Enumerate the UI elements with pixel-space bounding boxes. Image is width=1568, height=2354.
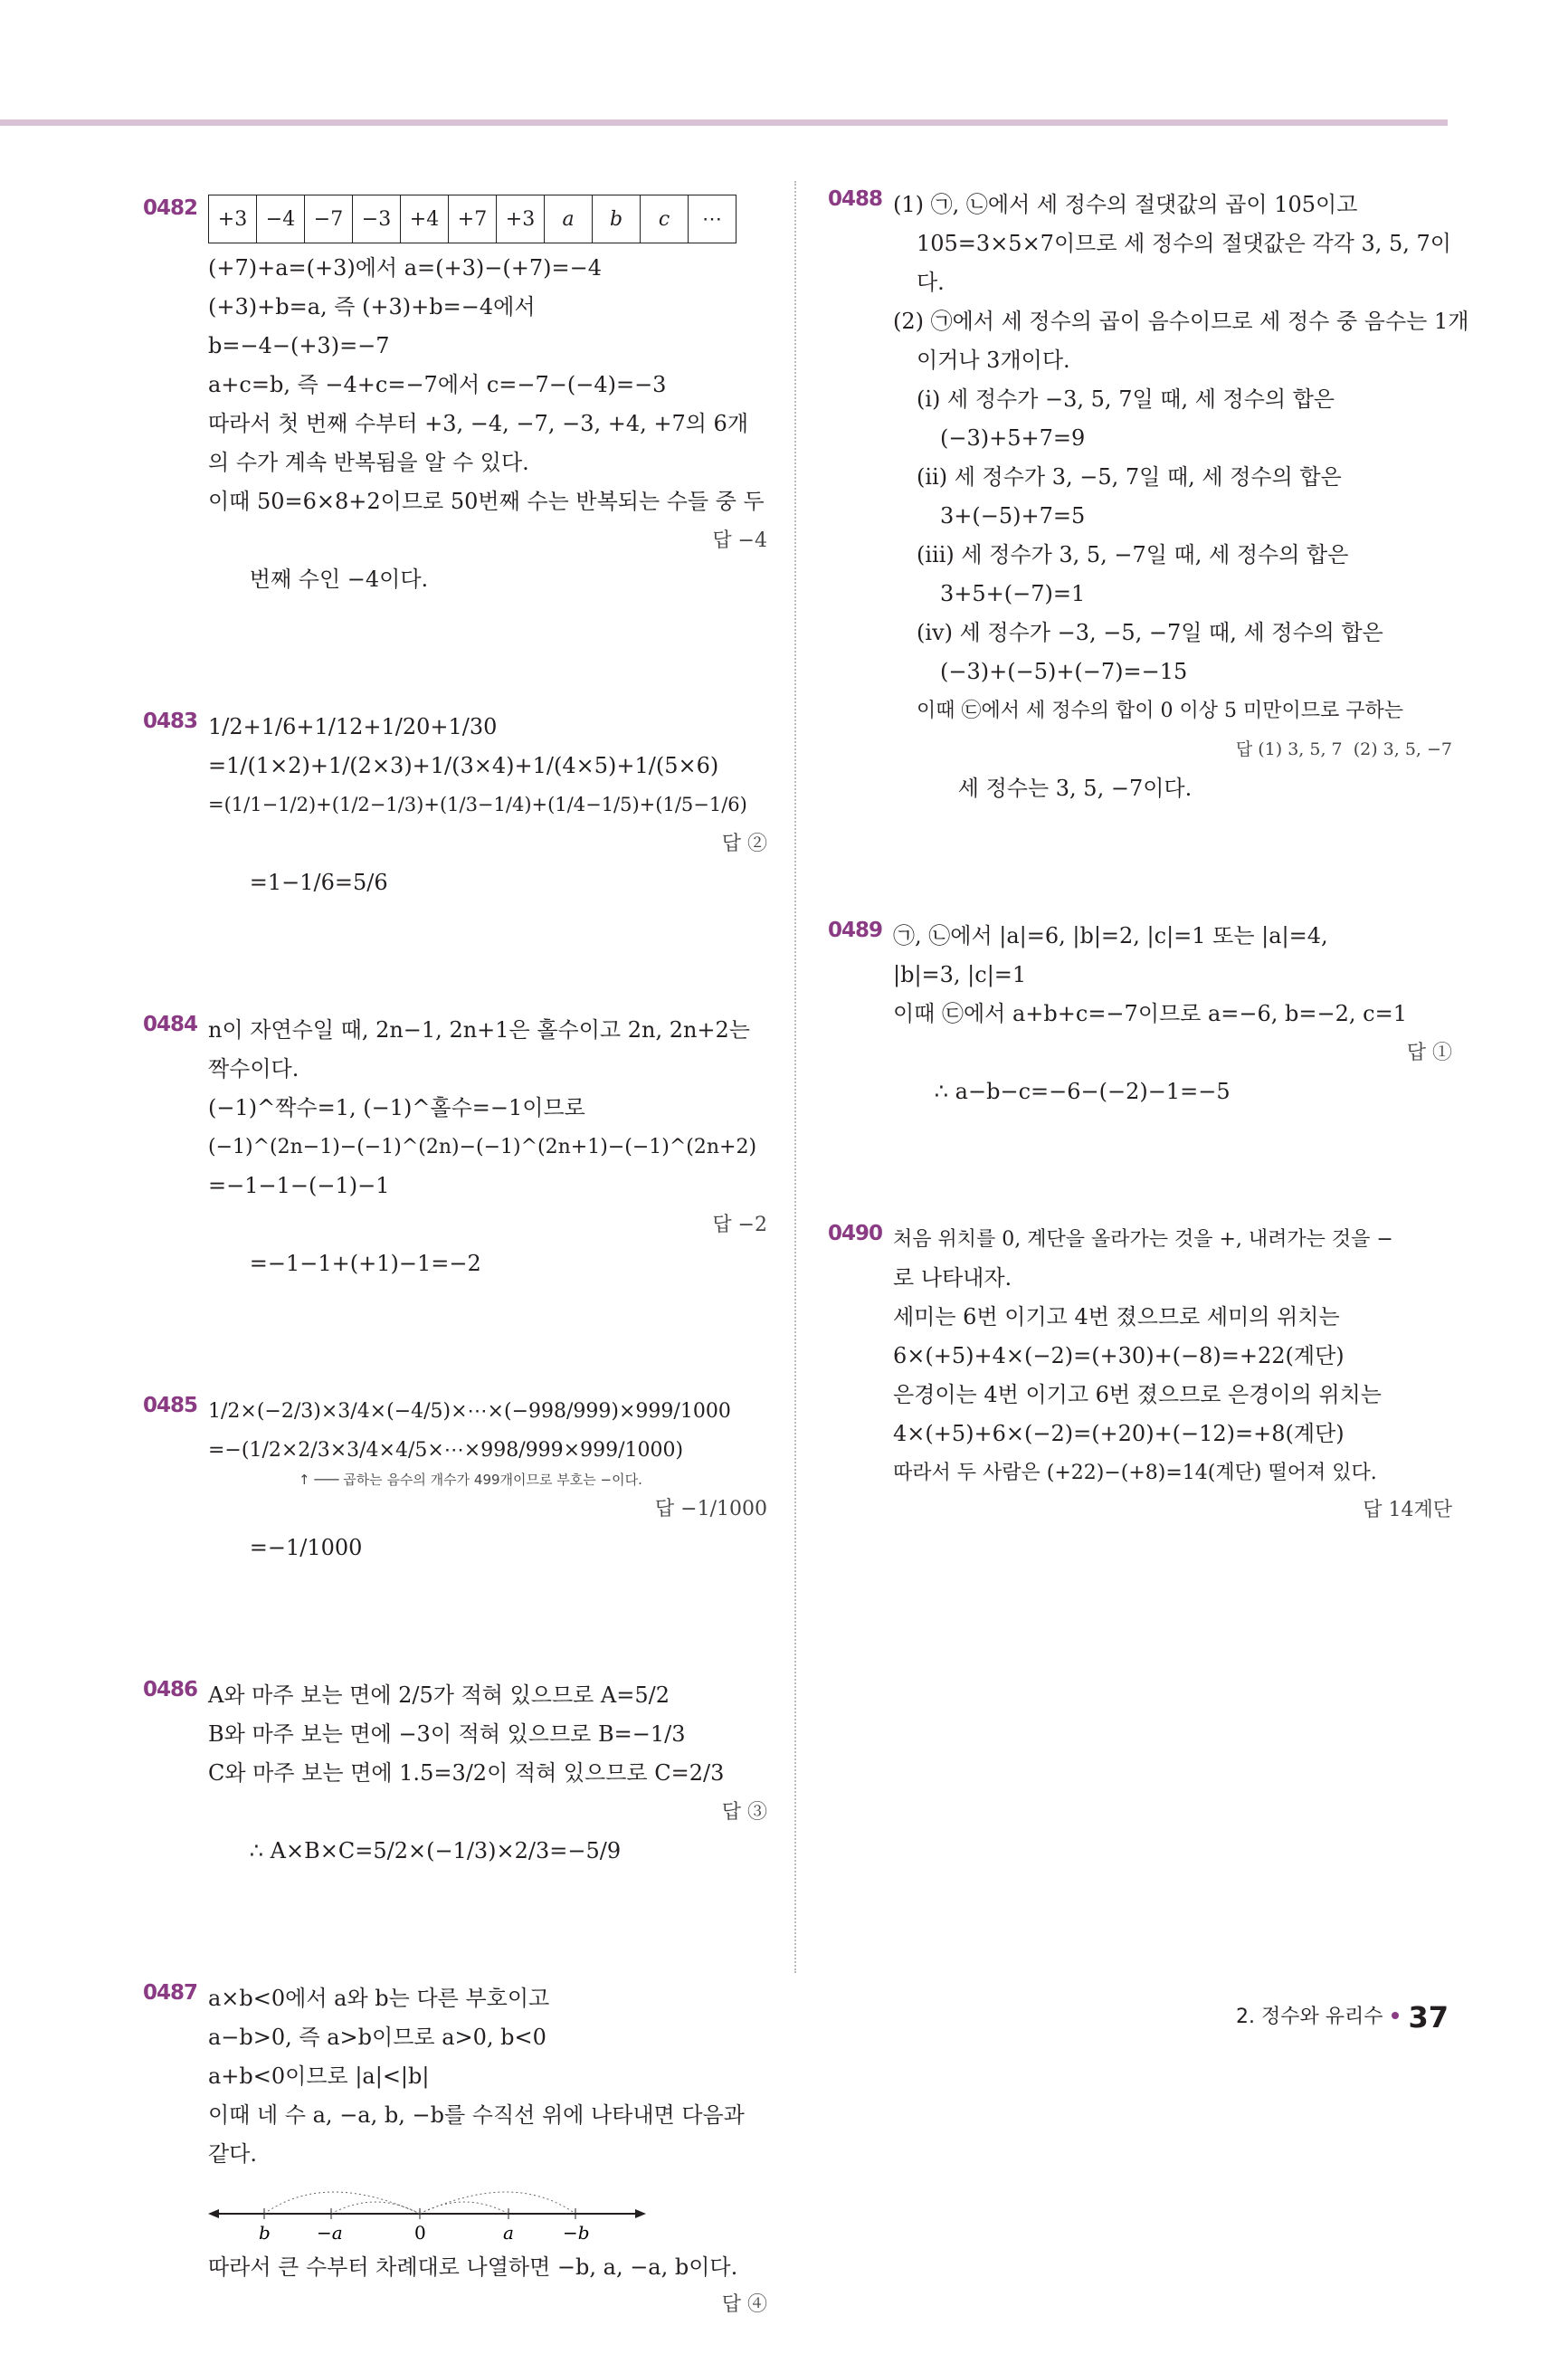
solution-line bbox=[208, 1490, 767, 1645]
solution-line: C와 마주 보는 면에 1.5=3/2이 적혀 있으므로 C=2/3 bbox=[208, 1760, 725, 1786]
solution-line: 다. bbox=[917, 270, 945, 295]
solution-line: 짝수이다. bbox=[208, 1056, 299, 1082]
sequence-cell: +7 bbox=[449, 195, 497, 243]
arrow-left-icon bbox=[208, 2209, 219, 2218]
axis-label: a bbox=[503, 2222, 514, 2244]
problem-number: 0488 bbox=[828, 187, 883, 211]
solution-line: 6×(+5)+4×(−2)=(+30)+(−8)=+22(계단) bbox=[893, 1343, 1345, 1368]
solution-line: (+3)+b=a, 즉 (+3)+b=−4에서 bbox=[208, 294, 536, 319]
solution-line: 3+(−5)+7=5 bbox=[940, 503, 1086, 529]
solution-line: 이때 ㉢에서 a+b+c=−7이므로 a=−6, b=−2, c=1 bbox=[893, 1001, 1407, 1026]
problem-number: 0482 bbox=[143, 196, 198, 220]
solution-line: =−(1/2×2/3×3/4×4/5×⋯×998/999×999/1000) bbox=[208, 1439, 684, 1462]
solution-line: 이거나 3개이다. bbox=[917, 348, 1070, 373]
solution-line: 105=3×5×7이므로 세 정수의 절댓값은 각각 3, 5, 7이 bbox=[917, 231, 1451, 256]
solution-line: 1/2×(−2/3)×3/4×(−4/5)×⋯×(−998/999)×999/1000 bbox=[208, 1400, 731, 1423]
solution-line: (−1)^짝수=1, (−1)^홀수=−1이므로 bbox=[208, 1095, 585, 1120]
solution-line: 4×(+5)+6×(−2)=(+20)+(−12)=+8(계단) bbox=[893, 1421, 1345, 1446]
solution-line: (ⅲ) 세 정수가 3, 5, −7일 때, 세 정수의 합은 bbox=[917, 542, 1349, 567]
answer-label: 답 −2 bbox=[712, 1214, 767, 1236]
sequence-cell: a bbox=[545, 195, 593, 243]
solution-line: |b|=3, |c|=1 bbox=[893, 962, 1027, 987]
bullet-dot-icon bbox=[1392, 2012, 1399, 2019]
distance-arc bbox=[264, 2192, 420, 2214]
solution-line bbox=[208, 1206, 767, 1361]
solution-text: 세 정수는 3, 5, −7이다. bbox=[957, 776, 1193, 801]
solution-line: 같다. bbox=[208, 2141, 257, 2167]
distance-arc bbox=[420, 2192, 575, 2214]
solution-line: (−3)+5+7=9 bbox=[940, 425, 1086, 451]
solution-line: 1/2+1/6+1/12+1/20+1/30 bbox=[208, 714, 498, 739]
solution-line: ㉠, ㉡에서 |a|=6, |b|=2, |c|=1 또는 |a|=4, bbox=[893, 923, 1328, 948]
sequence-cell: +3 bbox=[209, 195, 257, 243]
solution-line: (−1)^(2n−1)−(−1)^(2n)−(−1)^(2n+1)−(−1)^(2n+2) bbox=[208, 1136, 757, 1158]
solution-line: a×b<0에서 a와 b는 다른 부호이고 bbox=[208, 1986, 550, 2011]
problem-0484 bbox=[143, 1011, 767, 1361]
page-number: 37 bbox=[1408, 2000, 1449, 2035]
solution-line: n이 자연수일 때, 2n−1, 2n+1은 홀수이고 2n, 2n+2는 bbox=[208, 1017, 750, 1043]
axis-label: −a bbox=[317, 2222, 343, 2244]
solution-line: B와 마주 보는 면에 −3이 적혀 있으므로 B=−1/3 bbox=[208, 1721, 686, 1747]
problem-0486 bbox=[143, 1676, 767, 1949]
answer-label: 답 14계단 bbox=[1363, 1499, 1452, 1521]
solution-text: ∴ a−b−c=−6−(−2)−1=−5 bbox=[934, 1079, 1231, 1104]
column-divider bbox=[794, 181, 796, 1973]
problem-0487 bbox=[143, 1979, 767, 2323]
solution-text: 번째 수인 −4이다. bbox=[249, 567, 429, 592]
number-line-diagram bbox=[208, 2174, 660, 2244]
answer-label: 답 (1) 3, 5, 7 (2) 3, 5, −7 bbox=[1235, 739, 1452, 759]
solution-line: (ⅱ) 세 정수가 3, −5, 7일 때, 세 정수의 합은 bbox=[917, 464, 1342, 490]
solution-line bbox=[208, 824, 767, 980]
solution-line: 이때 네 수 a, −a, b, −b를 수직선 위에 나타내면 다음과 bbox=[208, 2102, 745, 2128]
solution-line: =−1−1−(−1)−1 bbox=[208, 1173, 390, 1198]
answer-label: 답 ② bbox=[721, 833, 767, 855]
problem-0488 bbox=[828, 186, 1469, 886]
problem-number: 0485 bbox=[143, 1394, 198, 1417]
solution-line: a−b>0, 즉 a>b이므로 a>0, b<0 bbox=[208, 2025, 546, 2050]
solution-line: (+7)+a=(+3)에서 a=(+3)−(+7)=−4 bbox=[208, 255, 602, 281]
solution-line: b=−4−(+3)=−7 bbox=[208, 333, 390, 358]
problem-number: 0484 bbox=[143, 1013, 198, 1036]
sequence-cell: −7 bbox=[305, 195, 353, 243]
sequence-cell: ⋯ bbox=[689, 195, 736, 243]
solution-line: 로 나타내자. bbox=[893, 1265, 1012, 1291]
solution-line: =1/(1×2)+1/(2×3)+1/(3×4)+1/(4×5)+1/(5×6) bbox=[208, 753, 719, 778]
problem-number: 0489 bbox=[828, 919, 883, 942]
answer-label: 답 ③ bbox=[721, 1801, 767, 1824]
sequence-cell: +4 bbox=[401, 195, 449, 243]
solution-line: 이때 ㉢에서 세 정수의 합이 0 이상 5 미만이므로 구하는 bbox=[917, 700, 1403, 722]
left-column bbox=[143, 186, 767, 2354]
solution-line: a+c=b, 즉 −4+c=−7에서 c=−7−(−4)=−3 bbox=[208, 372, 667, 397]
sequence-cell: −3 bbox=[353, 195, 401, 243]
problem-0489 bbox=[828, 917, 1452, 1189]
solution-line: (ⅳ) 세 정수가 −3, −5, −7일 때, 세 정수의 합은 bbox=[917, 620, 1383, 645]
sequence-cell: b bbox=[593, 195, 641, 243]
solution-line: 은경이는 4번 이기고 6번 졌으므로 은경이의 위치는 bbox=[893, 1382, 1382, 1407]
page-footer bbox=[1236, 2000, 1449, 2035]
answer-label: 답 −1/1000 bbox=[654, 1498, 767, 1520]
problem-number: 0486 bbox=[143, 1678, 198, 1701]
answer-label: 답 −4 bbox=[712, 529, 767, 552]
sequence-cell: c bbox=[641, 195, 689, 243]
problem-number: 0483 bbox=[143, 710, 198, 733]
solution-line: 세미는 6번 이기고 4번 졌으므로 세미의 위치는 bbox=[893, 1304, 1340, 1329]
solution-line: =(1/1−1/2)+(1/2−1/3)+(1/3−1/4)+(1/4−1/5)+(1/5−1/6) bbox=[208, 794, 747, 815]
solution-line: 의 수가 계속 반복됨을 알 수 있다. bbox=[208, 450, 529, 475]
solution-line: 처음 위치를 0, 계단을 올라가는 것을 +, 내려가는 것을 − bbox=[893, 1228, 1393, 1251]
chapter-title: 2. 정수와 유리수 bbox=[1235, 2006, 1383, 2028]
solution-line bbox=[893, 1034, 1452, 1189]
problem-number: 0487 bbox=[143, 1981, 198, 2005]
axis-label: 0 bbox=[414, 2222, 426, 2244]
solution-line: 이때 50=6×8+2이므로 50번째 수는 반복되는 수들 중 두 bbox=[208, 489, 765, 514]
solution-text: =1−1/6=5/6 bbox=[249, 870, 388, 895]
axis-label: b bbox=[259, 2222, 271, 2244]
solution-line: 따라서 큰 수부터 차례대로 나열하면 −b, a, −a, b이다. bbox=[208, 2254, 738, 2280]
sequence-cell: +3 bbox=[497, 195, 545, 243]
header-rule bbox=[0, 119, 1448, 126]
answer-label: 답 ④ bbox=[721, 2293, 767, 2316]
problem-0483 bbox=[143, 708, 767, 980]
distance-arc bbox=[331, 2202, 420, 2214]
problem-0482 bbox=[143, 195, 767, 677]
right-column bbox=[828, 186, 1469, 1559]
arrow-up-icon: ↑ ─── bbox=[299, 1472, 344, 1488]
sequence-table bbox=[208, 195, 736, 243]
sequence-cell: −4 bbox=[257, 195, 305, 243]
solution-line: A와 마주 보는 면에 2/5가 적혀 있으므로 A=5/2 bbox=[208, 1682, 670, 1708]
problem-0490 bbox=[828, 1220, 1452, 1529]
solution-line: (ⅰ) 세 정수가 −3, 5, 7일 때, 세 정수의 합은 bbox=[917, 386, 1335, 412]
arrow-right-icon bbox=[635, 2209, 646, 2218]
solution-line: (1) ㉠, ㉡에서 세 정수의 절댓값의 곱이 105이고 bbox=[893, 192, 1358, 217]
solution-line: (−3)+(−5)+(−7)=−15 bbox=[940, 659, 1188, 684]
solution-line bbox=[208, 521, 767, 677]
solution-line: a+b<0이므로 |a|<|b| bbox=[208, 2063, 430, 2089]
solution-line: (2) ㉠에서 세 정수의 곱이 음수이므로 세 정수 중 음수는 1개 bbox=[893, 309, 1469, 334]
solution-line: 따라서 첫 번째 수부터 +3, −4, −7, −3, +4, +7의 6개 bbox=[208, 411, 748, 436]
solution-line bbox=[208, 1793, 767, 1949]
axis-label: −b bbox=[563, 2222, 590, 2244]
solution-line: 따라서 두 사람은 (+22)−(+8)=14(계단) 떨어져 있다. bbox=[893, 1462, 1377, 1484]
solution-text: =−1−1+(+1)−1=−2 bbox=[249, 1251, 481, 1276]
problem-number: 0490 bbox=[828, 1222, 883, 1245]
solution-line bbox=[893, 730, 1452, 886]
solution-line: 3+5+(−7)=1 bbox=[940, 581, 1086, 606]
solution-text: ∴ A×B×C=5/2×(−1/3)×2/3=−5/9 bbox=[249, 1838, 622, 1863]
answer-label: 답 ① bbox=[1406, 1042, 1452, 1064]
annotation-note: ↑ ─── 곱하는 음수의 개수가 499개이므로 부호는 −이다. bbox=[299, 1472, 642, 1488]
solution-text: =−1/1000 bbox=[249, 1535, 363, 1560]
problem-0485 bbox=[143, 1392, 767, 1645]
